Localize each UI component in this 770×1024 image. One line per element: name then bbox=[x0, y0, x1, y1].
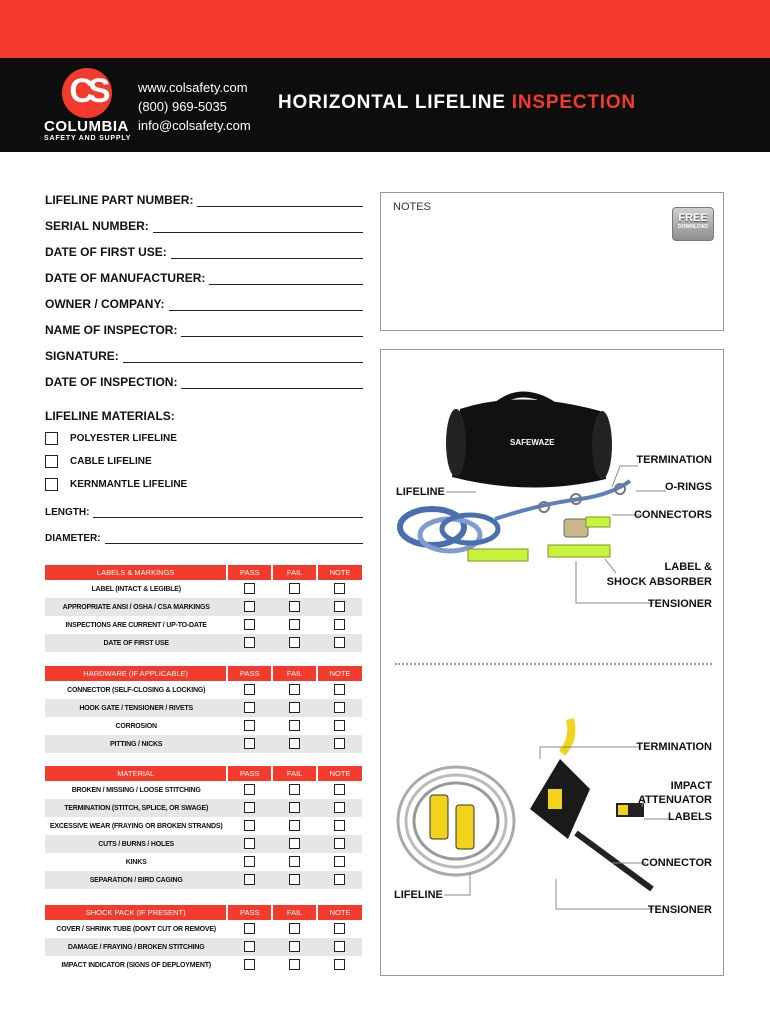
pass-checkbox[interactable] bbox=[244, 619, 255, 630]
rope-coil-icon bbox=[400, 509, 498, 551]
note-checkbox[interactable] bbox=[334, 959, 345, 970]
fail-checkbox[interactable] bbox=[289, 923, 300, 934]
table-row: SEPARATION / BIRD CAGING bbox=[45, 871, 362, 889]
pass-checkbox[interactable] bbox=[244, 941, 255, 952]
option-kernmantle[interactable]: KERNMANTLE LIFELINE bbox=[45, 476, 187, 492]
pass-checkbox[interactable] bbox=[244, 856, 255, 867]
diagram-divider bbox=[395, 663, 712, 665]
note-checkbox[interactable] bbox=[334, 637, 345, 648]
note-checkbox[interactable] bbox=[334, 601, 345, 612]
table-material: MATERIAL PASS FAIL NOTE BROKEN / MISSING / LOOSE STITCHING TERMINATION (STITCH, SPLICE, OR SWAGE) EXCESSIVE WEAR (FRAYING OR BROKEN STRANDS) CUTS / BURNS / HOLES KINKS SEPARATION / BIRD CAGING bbox=[45, 766, 362, 889]
table-row: CUTS / BURNS / HOLES bbox=[45, 835, 362, 853]
bag-brand-text: SAFEWAZE bbox=[510, 438, 555, 447]
fail-checkbox[interactable] bbox=[289, 959, 300, 970]
table-row: LABEL (INTACT & LEGIBLE) bbox=[45, 580, 362, 598]
table-hardware: HARDWARE (IF APPLICABLE) PASS FAIL NOTE CONNECTOR (SELF-CLOSING & LOCKING) HOOK GATE / TENSIONER / RIVETS CORROSION PITTING / NICKS bbox=[45, 666, 362, 753]
pass-checkbox[interactable] bbox=[244, 820, 255, 831]
carry-bag-icon bbox=[446, 394, 612, 487]
note-checkbox[interactable] bbox=[334, 583, 345, 594]
pass-checkbox[interactable] bbox=[244, 959, 255, 970]
note-checkbox[interactable] bbox=[334, 684, 345, 695]
fail-checkbox[interactable] bbox=[289, 583, 300, 594]
callout-termination-1: TERMINATION bbox=[636, 454, 712, 466]
note-checkbox[interactable] bbox=[334, 941, 345, 952]
pass-checkbox[interactable] bbox=[244, 784, 255, 795]
pass-checkbox[interactable] bbox=[244, 802, 255, 813]
table-row: INSPECTIONS ARE CURRENT / UP-TO-DATE bbox=[45, 616, 362, 634]
pass-checkbox[interactable] bbox=[244, 923, 255, 934]
page-title: HORIZONTAL LIFELINE INSPECTION bbox=[278, 92, 636, 113]
pass-checkbox[interactable] bbox=[244, 874, 255, 885]
table-row: BROKEN / MISSING / LOOSE STITCHING bbox=[45, 781, 362, 799]
fail-checkbox[interactable] bbox=[289, 784, 300, 795]
note-checkbox[interactable] bbox=[334, 702, 345, 713]
table-row: PITTING / NICKS bbox=[45, 735, 362, 753]
callout-lifeline-1: LIFELINE bbox=[396, 486, 445, 498]
field-date-inspection[interactable]: DATE OF INSPECTION: bbox=[45, 371, 363, 389]
notes-label: NOTES bbox=[393, 201, 431, 213]
fail-checkbox[interactable] bbox=[289, 856, 300, 867]
callout-lifeline-2: LIFELINE bbox=[394, 889, 443, 901]
pass-checkbox[interactable] bbox=[244, 738, 255, 749]
fail-checkbox[interactable] bbox=[289, 720, 300, 731]
note-checkbox[interactable] bbox=[334, 619, 345, 630]
pass-checkbox[interactable] bbox=[244, 720, 255, 731]
note-checkbox[interactable] bbox=[334, 838, 345, 849]
label-strap-icon bbox=[430, 795, 474, 849]
table-row: APPROPRIATE ANSI / OSHA / CSA MARKINGS bbox=[45, 598, 362, 616]
table-row: CORROSION bbox=[45, 717, 362, 735]
fail-checkbox[interactable] bbox=[289, 874, 300, 885]
callout-tensioner-2: TENSIONER bbox=[647, 904, 712, 916]
checkbox[interactable] bbox=[45, 478, 58, 491]
table-row: KINKS bbox=[45, 853, 362, 871]
callout-label-shock-absorber: LABEL & SHOCK ABSORBER bbox=[606, 561, 712, 588]
free-download-icon[interactable]: FREE DOWNLOAD bbox=[672, 207, 714, 241]
fail-checkbox[interactable] bbox=[289, 637, 300, 648]
note-checkbox[interactable] bbox=[334, 784, 345, 795]
pass-checkbox[interactable] bbox=[244, 838, 255, 849]
field-diameter[interactable]: DIAMETER: bbox=[45, 526, 363, 544]
table-row: DATE OF FIRST USE bbox=[45, 634, 362, 652]
logo-subtitle: SAFETY AND SUPPLY bbox=[44, 135, 132, 142]
website-link[interactable]: www.colsafety.com bbox=[138, 80, 248, 95]
email-link[interactable]: info@colsafety.com bbox=[138, 118, 251, 133]
callout-tensioner-1: TENSIONER bbox=[647, 598, 712, 610]
callout-impact-attenuator: IMPACT ATTENUATOR bbox=[638, 780, 712, 806]
table-row: EXCESSIVE WEAR (FRAYING OR BROKEN STRANDS) bbox=[45, 817, 362, 835]
callout-connectors: CONNECTORS bbox=[633, 509, 712, 521]
checkbox[interactable] bbox=[45, 432, 58, 445]
note-checkbox[interactable] bbox=[334, 720, 345, 731]
fail-checkbox[interactable] bbox=[289, 838, 300, 849]
field-length[interactable]: LENGTH: bbox=[45, 500, 363, 518]
option-cable[interactable]: CABLE LIFELINE bbox=[45, 453, 152, 469]
materials-title: LIFELINE MATERIALS: bbox=[45, 409, 175, 423]
option-polyester[interactable]: POLYESTER LIFELINE bbox=[45, 430, 177, 446]
fail-checkbox[interactable] bbox=[289, 601, 300, 612]
note-checkbox[interactable] bbox=[334, 738, 345, 749]
impact-attenuator-icon bbox=[530, 719, 644, 839]
notes-box[interactable] bbox=[380, 192, 724, 331]
note-checkbox[interactable] bbox=[334, 802, 345, 813]
note-checkbox[interactable] bbox=[334, 923, 345, 934]
logo-name: COLUMBIA bbox=[44, 118, 129, 135]
callout-labels: LABELS bbox=[668, 811, 712, 823]
table-labels-markings: LABELS & MARKINGS PASS FAIL NOTE LABEL (INTACT & LEGIBLE) APPROPRIATE ANSI / OSHA / CSA MARKINGS INSPECTIONS ARE CURRENT / UP-TO-DATE DATE OF FIRST USE bbox=[45, 565, 362, 652]
fail-checkbox[interactable] bbox=[289, 820, 300, 831]
fail-checkbox[interactable] bbox=[289, 702, 300, 713]
top-red-band bbox=[0, 0, 770, 58]
fail-checkbox[interactable] bbox=[289, 684, 300, 695]
field-owner-company[interactable]: OWNER / COMPANY: bbox=[45, 293, 363, 311]
fail-checkbox[interactable] bbox=[289, 619, 300, 630]
tensioner-icon bbox=[564, 519, 588, 537]
table-shock-pack: SHOCK PACK (IF PRESENT) PASS FAIL NOTE COVER / SHRINK TUBE (DON'T CUT OR REMOVE) DAMAGE / FRAYING / BROKEN STITCHING IMPACT INDICATOR (SIGNS OF DEPLOYMENT) bbox=[45, 905, 362, 974]
note-checkbox[interactable] bbox=[334, 856, 345, 867]
callout-connector: CONNECTOR bbox=[641, 857, 712, 869]
table-row: COVER / SHRINK TUBE (DON'T CUT OR REMOVE) bbox=[45, 920, 362, 938]
table-row: DAMAGE / FRAYING / BROKEN STITCHING bbox=[45, 938, 362, 956]
fail-checkbox[interactable] bbox=[289, 802, 300, 813]
field-signature[interactable]: SIGNATURE: bbox=[45, 345, 363, 363]
table-row: IMPACT INDICATOR (SIGNS OF DEPLOYMENT) bbox=[45, 956, 362, 974]
note-checkbox[interactable] bbox=[334, 820, 345, 831]
phone-number: (800) 969-5035 bbox=[138, 99, 227, 114]
table-row: TERMINATION (STITCH, SPLICE, OR SWAGE) bbox=[45, 799, 362, 817]
field-date-manufacturer[interactable]: DATE OF MANUFACTURER: bbox=[45, 267, 363, 285]
field-date-first-use[interactable]: DATE OF FIRST USE: bbox=[45, 241, 363, 259]
checkbox[interactable] bbox=[45, 455, 58, 468]
callout-orings: O-RINGS bbox=[664, 481, 712, 493]
field-serial-number[interactable]: SERIAL NUMBER: bbox=[45, 215, 363, 233]
pass-checkbox[interactable] bbox=[244, 601, 255, 612]
field-inspector-name[interactable]: NAME OF INSPECTOR: bbox=[45, 319, 363, 337]
pass-checkbox[interactable] bbox=[244, 702, 255, 713]
columbia-logo-icon: CS bbox=[62, 68, 112, 118]
pass-checkbox[interactable] bbox=[244, 583, 255, 594]
note-checkbox[interactable] bbox=[334, 874, 345, 885]
fail-checkbox[interactable] bbox=[289, 941, 300, 952]
table-row: CONNECTOR (SELF-CLOSING & LOCKING) bbox=[45, 681, 362, 699]
callout-termination-2: TERMINATION bbox=[636, 741, 712, 753]
field-part-number[interactable]: LIFELINE PART NUMBER: bbox=[45, 189, 363, 207]
pass-checkbox[interactable] bbox=[244, 637, 255, 648]
table-row: HOOK GATE / TENSIONER / RIVETS bbox=[45, 699, 362, 717]
fail-checkbox[interactable] bbox=[289, 738, 300, 749]
pass-checkbox[interactable] bbox=[244, 684, 255, 695]
